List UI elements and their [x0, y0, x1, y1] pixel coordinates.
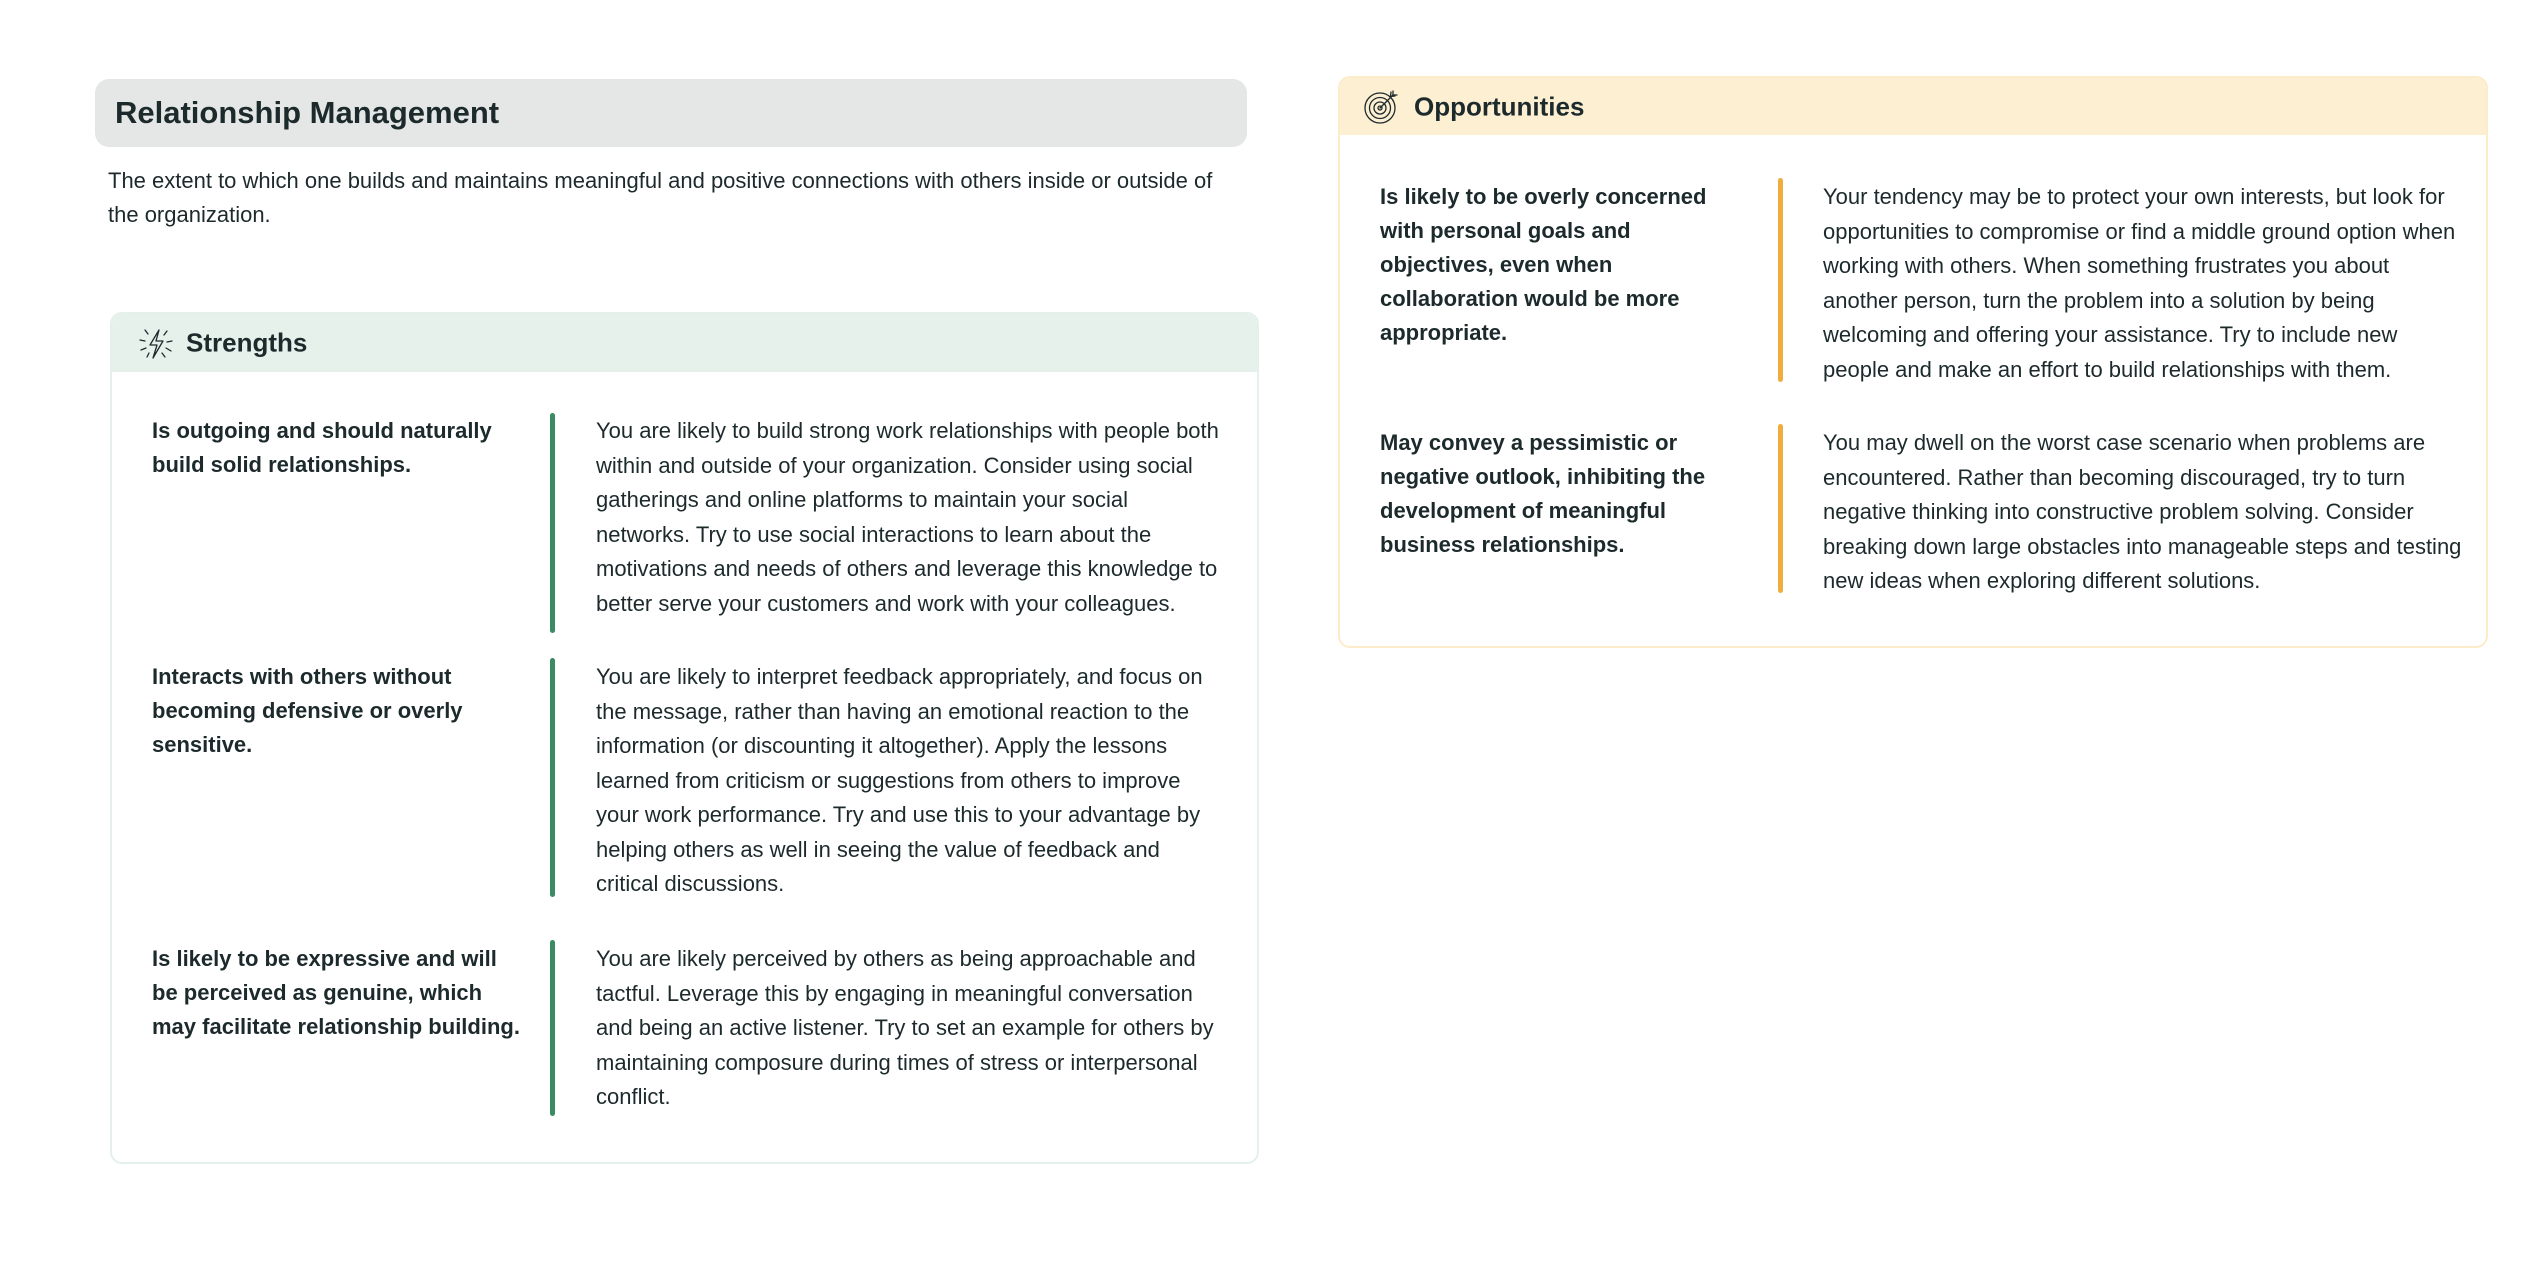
opportunity-text: You may dwell on the worst case scenario when problems are encountered. Rather than becoming discouraged, try to turn negative thinking into constructive problem solving. Consider breaking down large obstacles into manageable steps and testing new ideas when exploring different solutions.: [1823, 430, 2462, 593]
strength-accent-bar: [550, 658, 555, 897]
opportunities-header: [1340, 78, 2486, 135]
strength-text: You are likely perceived by others as being approachable and tactful. Leverage this by engaging in meaningful conversation and being an active listener. Try to set an example for others by maintaining composure during times of stress or interpersonal conflict.: [596, 946, 1214, 1109]
strength-text: You are likely to interpret feedback appropriately, and focus on the message, rather than having an emotional reaction to the information (or discounting it altogether). Apply the lessons learned from criticism or suggestions from others to improve your work performance. Try and use this to your advantage by helping others as well in seeing the value of feedback and critical discussions.: [596, 664, 1203, 896]
strengths-header: [112, 314, 1257, 372]
strength-label: Is likely to be expressive and will be perceived as genuine, which may facilitate relationship building.: [152, 946, 520, 1039]
strength-label: Is outgoing and should naturally build solid relationships.: [152, 418, 492, 477]
opportunity-text: Your tendency may be to protect your own interests, but look for opportunities to compromise or find a middle ground option when working with others. When something frustrates you about another person, turn the problem into a solution by being welcoming and offering your assistance. Try to include new people and make an effort to build relationships with them.: [1823, 184, 2456, 382]
strength-text: You are likely to build strong work relationships with people both within and outside of your organization. Consider using social gatherings and online platforms to maintain your social networks. Try to use social interactions to learn about the motivations and needs of others and leverage this knowledge to better serve your customers and work with your colleagues.: [596, 418, 1219, 616]
opportunities-title: Opportunities: [1414, 91, 1585, 121]
strength-label: Interacts with others without becoming defensive or overly sensitive.: [152, 664, 463, 757]
section-header: [95, 79, 1247, 147]
opportunity-accent-bar: [1778, 424, 1783, 593]
target-icon: [1362, 88, 1400, 126]
section-title: Relationship Management: [115, 95, 500, 130]
section-description: The extent to which one builds and maintains meaningful and positive connections with others inside or outside of the organization.: [108, 168, 1213, 227]
opportunity-label: Is likely to be overly concerned with personal goals and objectives, even when collaboration would be more appropriate.: [1380, 184, 1707, 345]
strength-accent-bar: [550, 940, 555, 1116]
strength-accent-bar: [550, 413, 555, 633]
lightning-icon: [136, 326, 176, 362]
opportunity-label: May convey a pessimistic or negative outlook, inhibiting the development of meaningful business relationships.: [1380, 430, 1706, 557]
strengths-title: Strengths: [186, 327, 308, 358]
opportunity-accent-bar: [1778, 178, 1783, 382]
